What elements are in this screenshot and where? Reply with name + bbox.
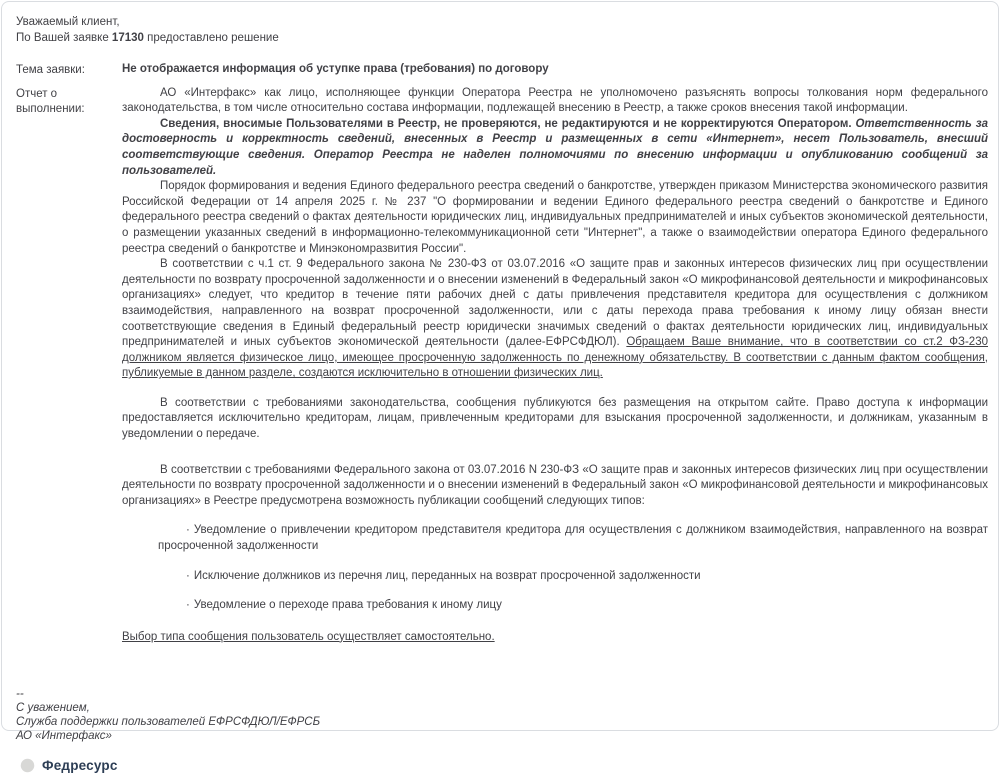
law-230fz-text: В соответствии с ч.1 ст. 9 Федерального закона № 230-ФЗ от 03.07.2016 «О защите прав и законных интересов физических лиц при осуществлении деятельности по возврату просроченной задолженности и о внесении изменений в Федеральный закон «О микрофинансовой деятельности и микрофинансовых организациях» следует, что кредитор в течение пяти рабочих дней с даты привлечения представителя кредитора для осуществления с должником взаимодействия, направленного на возврат просроченной задолженности, или с даты перехода права требования к иному лицу обязан внести соответствующие сведения в Единый федеральный реестр юридически значимых сведений о фактах деятельности юридических лиц, индивидуальных предпринимателей и иных субъектов экономической деятельности (далее-ЕФРСФДЮЛ).: [122, 258, 988, 349]
signature-block: [16, 687, 988, 743]
paragraph-operator-role: АО «Интерфакс» как лицо, исполняющее функции Оператора Реестра не уполномочено разъяснять вопросы толкования норм федерального законодательства, в том числе относительно состава информации, подлежащей внесению в Реестр, а также сроков внесения такой информации.: [122, 86, 988, 115]
footer: [16, 758, 988, 778]
fedresurs-logo[interactable]: [20, 758, 118, 773]
signature-company: АО «Интерфакс»: [16, 730, 112, 743]
bullet-text: Уведомление о привлечении кредитором представителя кредитора для осуществления с должником взаимодействия, направленного на возврат просроченной задолженности: [158, 524, 988, 553]
paragraph-registry-order: Порядок формирования и ведения Единого федерального реестра сведений о банкротстве, утвержден приказом Министерства экономического развития Российской Федерации от 14 апреля 2025 г. № 237 "О формировании и ведении Единого федерального реестра сведений о банкротстве и Единого федерального реестра сведений о фактах деятельности юридических лиц, индивидуальных предпринимателей и иных субъектов экономической деятельности, о размещении указанных сведений в информационно-телекоммуникационной сети "Интернет", а также о взаимодействии оператора Единого федерального реестра сведений о банкротстве и Минэкономразвития России".: [122, 180, 988, 255]
request-suffix: предоставлено решение: [143, 31, 279, 44]
greeting-line: Уважаемый клиент,: [16, 16, 120, 28]
ticket-fields: [16, 62, 988, 645]
report-body: [122, 86, 988, 646]
request-prefix: По Вашей заявке: [16, 31, 112, 44]
bullet-marker: ·: [186, 599, 190, 612]
law-230fz-underlined-note: Обращаем Ваше внимание, что в соответствии со ст.2 ФЗ-230 должником является физическое лицо, имеющее просроченную задолженность по денежному обязательству. В соответствии с данным фактом сообщения, публикуемые в данном разделе, создаются исключительно в отношении физических лиц.: [122, 336, 988, 380]
paragraph-access-rights: В соответствии с требованиями законодательства, сообщения публикуются без размещения на открытом сайте. Право доступа к информации предоставляется исключительно кредиторам, лицам, привлеченным кредиторами для взыскания просроченной задолженности, и должникам, указанным в уведомлении о передаче.: [122, 396, 988, 441]
subject-value: Не отображается информация об уступке права (требования) по договору: [122, 63, 549, 75]
responsibility-bold-text: Сведения, вносимые Пользователями в Реестр, не проверяются, не редактируются и не корректируются Оператором.: [160, 117, 856, 130]
fedresurs-logo-icon: [20, 758, 35, 773]
paragraph-user-responsibility: [122, 117, 988, 179]
ticket-resolution-document: [1, 1, 999, 774]
bullet-marker: ·: [186, 569, 190, 582]
bullet-text: Уведомление о переходе права требования к иному лицу: [193, 599, 502, 612]
paragraph-message-types-intro: В соответствии с требованиями Федерального закона от 03.07.2016 N 230-ФЗ «О защите прав и законных интересов физических лиц при осуществлении деятельности по возврату просроченной задолженности и о внесении изменений в Федеральный закон «О микрофинансовой деятельности и микрофинансовых организациях» в Реестре предусмотрена возможность публикации сообщений следующих типов:: [122, 463, 988, 507]
signature-team: Служба поддержки пользователей ЕФРСФДЮЛ/ЕФРСБ: [16, 716, 321, 729]
bullet-text: Исключение должников из перечня лиц, переданных на возврат просроченной задолженности: [193, 569, 701, 582]
subject-label: Тема заявки:: [16, 64, 85, 76]
report-label: Отчет о выполнении:: [16, 87, 85, 116]
bullet-item-creditor-representative: [158, 523, 988, 554]
signature-delimiter: --: [16, 688, 24, 701]
signature-regards: С уважением,: [16, 702, 90, 715]
closing-underlined-statement: Выбор типа сообщения пользователь осуществляет самостоятельно.: [122, 630, 495, 643]
fedresurs-logo-text: Федресурс: [42, 758, 118, 774]
bullet-marker: ·: [186, 524, 190, 537]
greeting-block: [16, 15, 988, 46]
paragraph-law-230fz: [122, 257, 988, 382]
bullet-item-claim-transfer: [158, 598, 988, 614]
request-number: 17130: [111, 31, 144, 44]
request-line: [16, 31, 988, 47]
bullet-item-debtor-exclusion: [158, 569, 988, 585]
responsibility-bold-italic-text: Ответственность за достоверность и корректность сведений, внесенных в Реестр и размещенных в сети «Интернет», несет Пользователь, внесший соответствующие сведения. Оператор Реестра не наделен полномочиями по внесению информации и опубликованию сообщений за пользователей.: [122, 117, 988, 177]
